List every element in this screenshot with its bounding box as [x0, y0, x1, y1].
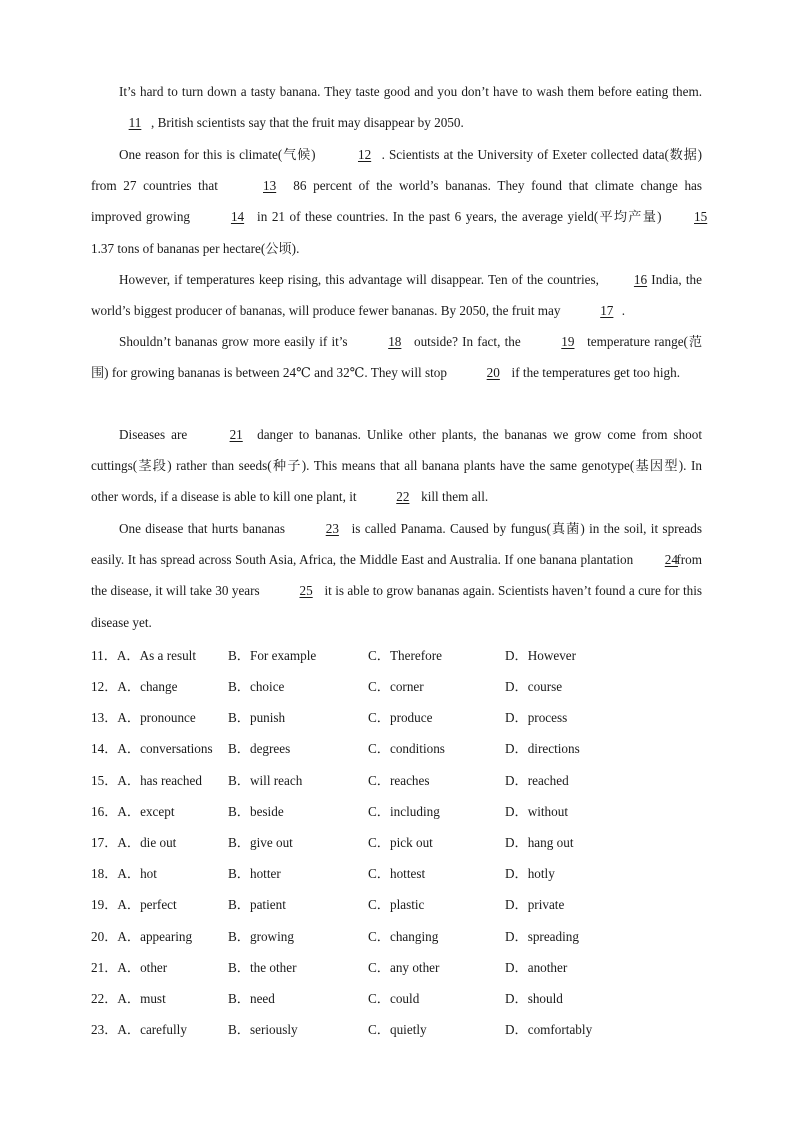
option-d[interactable]: D．process [505, 710, 568, 725]
passage-text: if the temperatures get too high. [511, 365, 681, 381]
option-d[interactable]: D．However [505, 648, 577, 663]
blank-11: 11 [128, 115, 142, 131]
blank-23: 23 [325, 521, 339, 536]
option-a[interactable]: 23．A．carefully [91, 1022, 187, 1037]
blank-24: 24 [664, 552, 678, 568]
option-a[interactable]: 18．A．hot [91, 866, 157, 881]
paragraph-4 [91, 326, 702, 388]
option-b[interactable]: B．beside [228, 804, 284, 819]
passage-text: kill them all. [421, 489, 489, 505]
option-b[interactable]: B．degrees [228, 741, 291, 756]
blank-14: 14 [230, 209, 245, 225]
option-d[interactable]: D．course [505, 679, 563, 694]
question-14 [91, 738, 711, 760]
question-22 [91, 988, 711, 1010]
blank-17: 17 [600, 303, 614, 319]
option-b[interactable]: B．seriously [228, 1022, 298, 1037]
option-b[interactable]: B．the other [228, 960, 297, 975]
option-b[interactable]: B．choice [228, 679, 285, 694]
option-c[interactable]: C．changing [368, 929, 439, 944]
question-17 [91, 832, 711, 854]
passage-text: is called Panama. Caused by fungus(真菌) in the soil, it spreads easily. It has spread across South Asia, Africa, the Middle East and Australia. If one banana plantation [91, 521, 702, 568]
blank-15: 15 [694, 209, 708, 225]
question-20 [91, 926, 711, 948]
question-16 [91, 801, 711, 823]
passage-text: , British scientists say that the fruit may disappear by 2050. [151, 115, 464, 131]
option-a[interactable]: 16．A．except [91, 804, 175, 819]
paragraph-6 [91, 513, 702, 638]
passage-text: from the disease, it will take 30 years [91, 552, 703, 599]
option-a[interactable]: 22．A．must [91, 991, 166, 1006]
passage-text: danger to bananas. Unlike other plants, the bananas we grow come from shoot cuttings(茎段) rather than seeds(种子). This means that all banana plants have the same genotype(基因型). In other words, if a disease is able to kill one plant, it [91, 427, 703, 505]
option-c[interactable]: C．Therefore [368, 648, 442, 663]
paragraph-1 [91, 76, 702, 138]
option-a[interactable]: 15．A．has reached [91, 773, 202, 788]
option-a[interactable]: 11．A．As a result [91, 648, 196, 663]
option-d[interactable]: D．hang out [505, 835, 574, 850]
question-23 [91, 1019, 711, 1041]
option-d[interactable]: D．directions [505, 741, 580, 756]
passage-text: in 21 of these countries. In the past 6 years, the average yield(平均产量) [257, 209, 662, 225]
blank-25: 25 [299, 583, 313, 599]
option-b[interactable]: B．hotter [228, 866, 281, 881]
option-a[interactable]: 12．A．change [91, 679, 178, 694]
option-b[interactable]: B．will reach [228, 773, 303, 788]
paragraph-3 [91, 264, 702, 326]
option-c[interactable]: C．any other [368, 960, 440, 975]
option-a[interactable]: 20．A．appearing [91, 929, 193, 944]
option-c[interactable]: C．reaches [368, 773, 430, 788]
option-c[interactable]: C．quietly [368, 1022, 427, 1037]
option-c[interactable]: C．including [368, 804, 440, 819]
passage-text: One disease that hurts bananas [119, 521, 285, 536]
option-c[interactable]: C．plastic [368, 897, 425, 912]
blank-13: 13 [263, 178, 277, 194]
question-13 [91, 707, 711, 729]
option-d[interactable]: D．comfortably [505, 1022, 593, 1037]
blank-18: 18 [388, 334, 402, 349]
passage-text: temperature range(范围) for growing bananas is between 24℃ and 32℃. They will stop [91, 334, 703, 381]
option-a[interactable]: 17．A．die out [91, 835, 177, 850]
passage-text: 86 percent of the world’s bananas. They found that climate change has improved growing [91, 178, 703, 225]
option-b[interactable]: B．growing [228, 929, 294, 944]
passage-text: One reason for this is climate(气候) [119, 147, 316, 162]
option-c[interactable]: C．conditions [368, 741, 445, 756]
option-b[interactable]: B．punish [228, 710, 286, 725]
passage-text: India, the world’s biggest producer of bananas, will produce fewer bananas. By 2050, the fruit may [91, 272, 702, 319]
option-a[interactable]: 19．A．perfect [91, 897, 177, 912]
option-d[interactable]: D．spreading [505, 929, 579, 944]
option-d[interactable]: D．hotly [505, 866, 555, 881]
option-c[interactable]: C．produce [368, 710, 433, 725]
passage-text: . [621, 303, 626, 319]
option-b[interactable]: B．For example [228, 648, 317, 663]
option-b[interactable]: B．give out [228, 835, 293, 850]
blank-12: 12 [357, 147, 372, 162]
blank-20: 20 [486, 365, 500, 381]
passage-text: it is able to grow bananas again. Scientists haven’t found a cure for this disease yet. [91, 583, 703, 630]
option-a[interactable]: 13．A．pronounce [91, 710, 196, 725]
passage-text: Diseases are [119, 427, 188, 442]
passage-text: However, if temperatures keep rising, this advantage will disappear. Ten of the countries, [119, 272, 599, 287]
passage-text: 1.37 tons of bananas per hectare(公顷). [91, 240, 300, 256]
option-d[interactable]: D．should [505, 991, 563, 1006]
option-a[interactable]: 14．A．conversations [91, 741, 213, 756]
question-11 [91, 645, 711, 667]
option-c[interactable]: C．pick out [368, 835, 433, 850]
option-d[interactable]: D．without [505, 804, 569, 819]
option-d[interactable]: D．reached [505, 773, 569, 788]
option-c[interactable]: C．could [368, 991, 420, 1006]
paragraph-2 [91, 139, 708, 264]
option-b[interactable]: B．need [228, 991, 275, 1006]
paragraph-5 [91, 419, 702, 513]
question-18 [91, 863, 711, 885]
question-15 [91, 770, 711, 792]
option-c[interactable]: C．corner [368, 679, 424, 694]
question-19 [91, 894, 711, 916]
option-d[interactable]: D．another [505, 960, 568, 975]
option-c[interactable]: C．hottest [368, 866, 426, 881]
option-d[interactable]: D．private [505, 897, 565, 912]
blank-22: 22 [396, 489, 410, 505]
passage-text: outside? In fact, the [413, 334, 521, 349]
blank-21: 21 [229, 427, 243, 442]
option-b[interactable]: B．patient [228, 897, 286, 912]
blank-19: 19 [561, 334, 575, 349]
option-a[interactable]: 21．A．other [91, 960, 168, 975]
passage-text: . Scientists at the University of Exeter collected data(数据) from 27 countries that [91, 147, 703, 194]
question-12 [91, 676, 711, 698]
passage-text: Shouldn’t bananas grow more easily if it’s [119, 334, 348, 349]
blank-16: 16 [633, 272, 648, 287]
question-21 [91, 957, 711, 979]
passage-text: It’s hard to turn down a tasty banana. They taste good and you don’t have to wash them before eating them. [119, 84, 702, 99]
